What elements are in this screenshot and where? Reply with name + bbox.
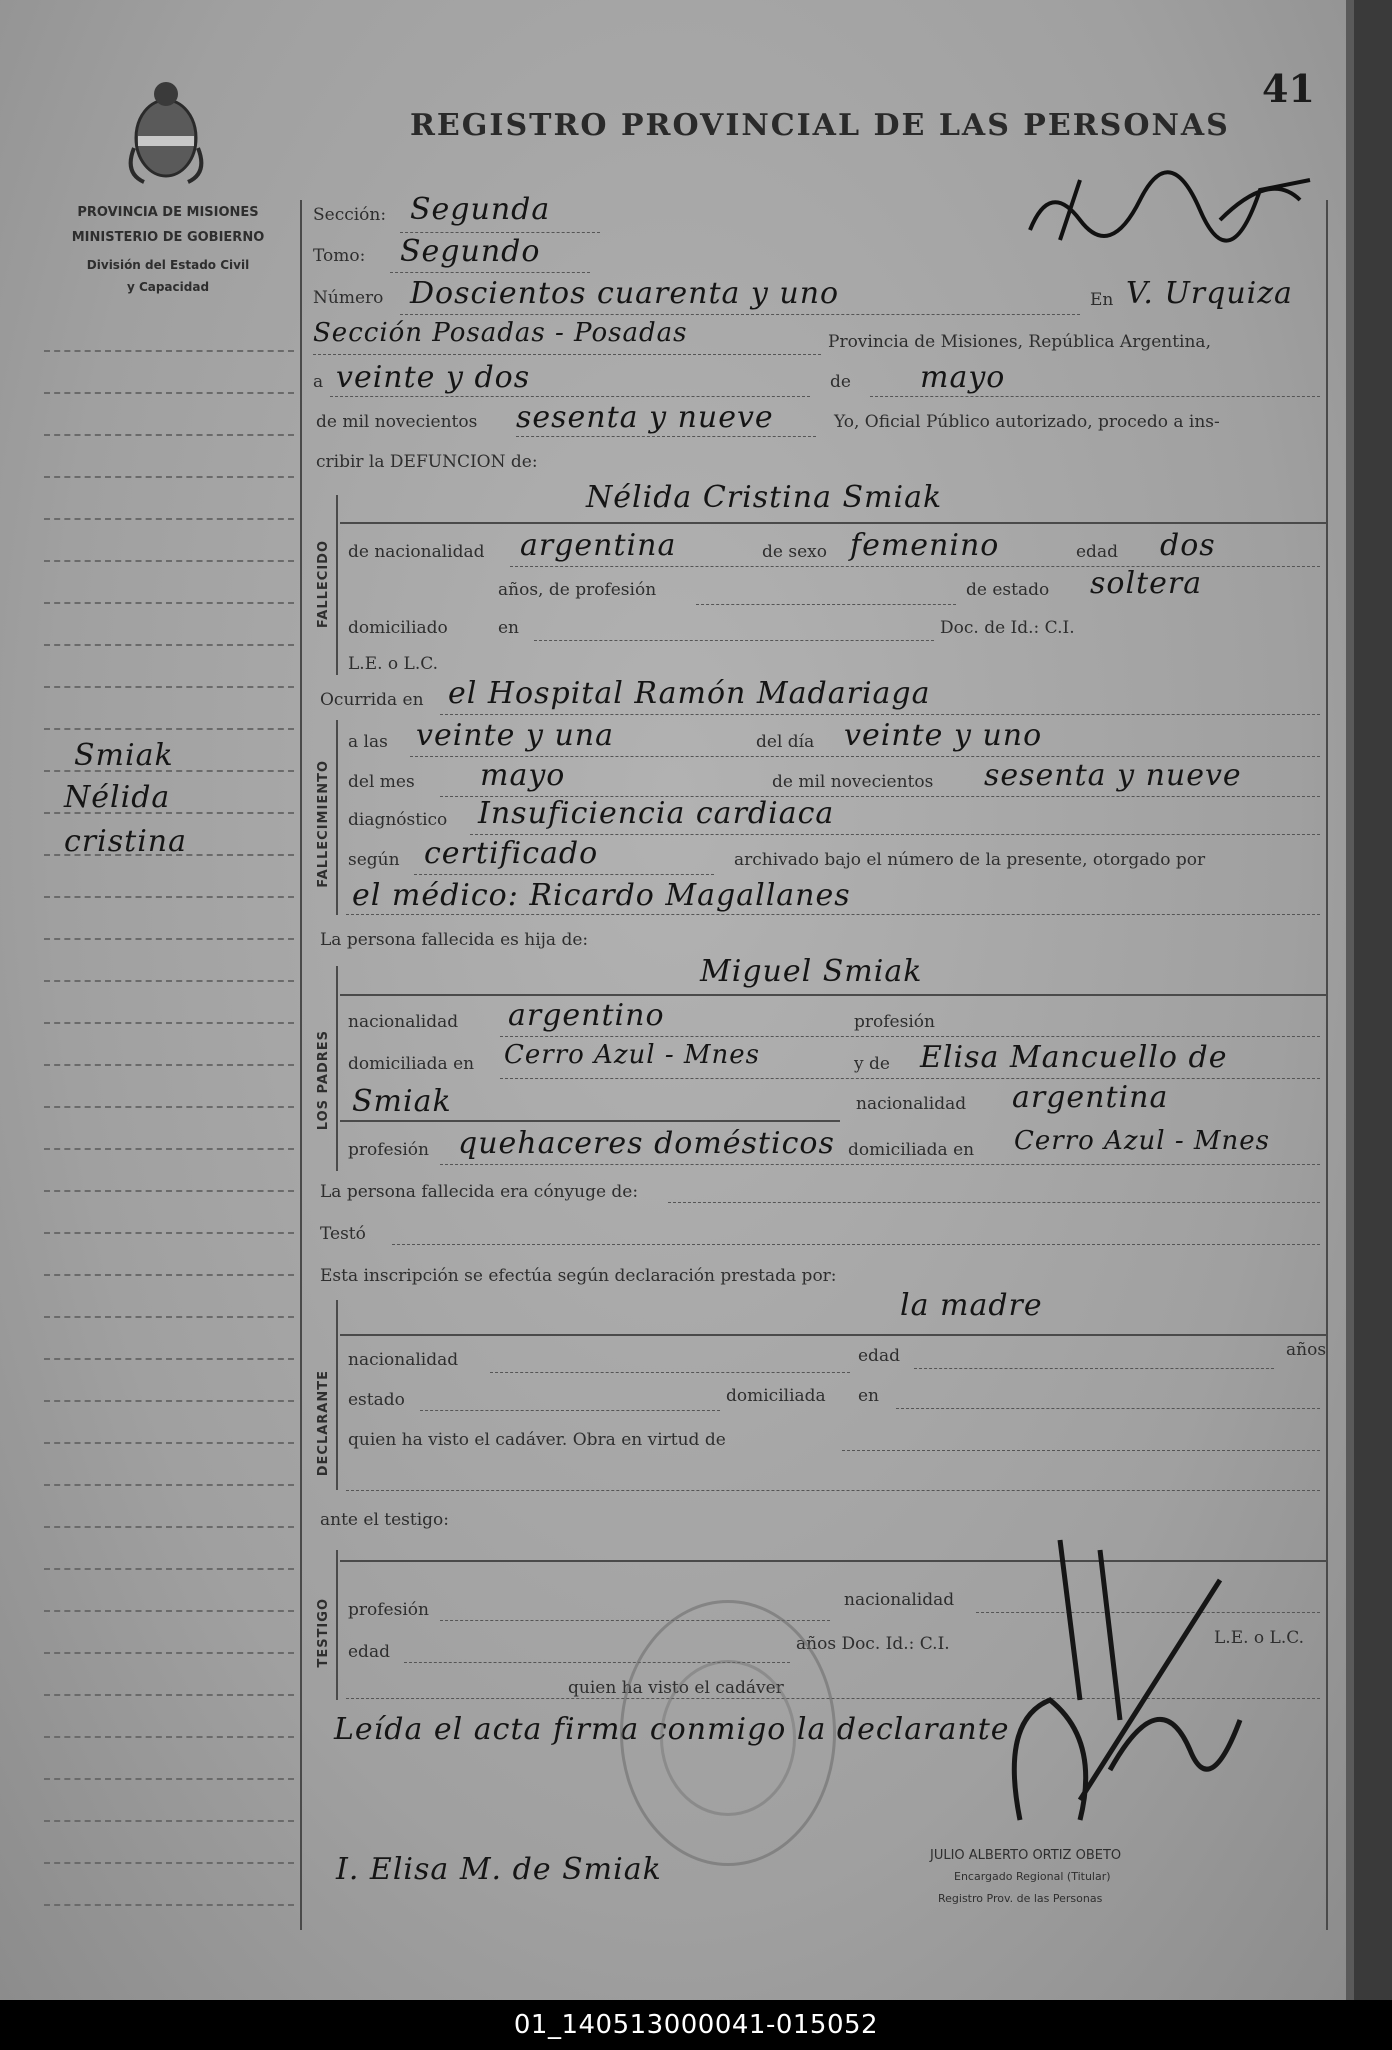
province-name: PROVINCIA DE MISIONES <box>77 205 259 220</box>
label-edad: edad <box>1076 542 1118 562</box>
coat-of-arms-icon <box>124 78 208 190</box>
label-numero: Número <box>313 288 384 308</box>
value-lugar: V. Urquiza <box>1126 276 1293 311</box>
label-y-de: y de <box>854 1054 890 1074</box>
label-profesion-madre: profesión <box>348 1140 429 1160</box>
label-archivado: archivado bajo el número de la presente, otorgado por <box>734 850 1206 870</box>
tab-fallecimiento: FALLECIMIENTO <box>316 760 331 888</box>
label-le-lc: L.E. o L.C. <box>348 654 439 674</box>
top-signature-icon <box>1020 160 1320 250</box>
label-test-profesion: profesión <box>348 1600 429 1620</box>
value-nombre: Nélida Cristina Smiak <box>586 480 943 515</box>
label-domiciliada-padre: domiciliada en <box>348 1054 475 1074</box>
value-firma: I. Elisa M. de Smiak <box>336 1852 662 1887</box>
value-padre: Miguel Smiak <box>700 954 923 989</box>
label-del-dia: del día <box>756 732 815 752</box>
value-hora: veinte y una <box>416 718 614 753</box>
footer-id-bar <box>0 2000 1392 2050</box>
value-estado: soltera <box>1090 566 1203 601</box>
label-decl-anos: años <box>1286 1340 1327 1360</box>
label-decl-domiciliada: domiciliada <box>726 1386 826 1406</box>
label-tomo: Tomo: <box>313 246 366 266</box>
label-del-mes: del mes <box>348 772 415 792</box>
label-segun: según <box>348 850 400 870</box>
tab-declarante: DECLARANTE <box>316 1370 331 1477</box>
label-decl-edad: edad <box>858 1346 900 1366</box>
label-doc: Doc. de Id.: C.I. <box>940 618 1075 638</box>
value-seccion-lugar: Sección Posadas - Posadas <box>313 318 688 348</box>
label-inscripcion: Esta inscripción se efectúa según declaración prestada por: <box>320 1266 837 1286</box>
tab-padres: LOS PADRES <box>316 1030 331 1131</box>
value-mes: mayo <box>920 360 1006 395</box>
division-line-2: y Capacidad <box>126 280 210 294</box>
page-edge <box>1346 0 1392 2000</box>
label-decl-en: en <box>858 1386 880 1406</box>
label-anos-profesion: años, de profesión <box>498 580 657 600</box>
label-oficial: Yo, Oficial Público autorizado, procedo a ins- <box>834 412 1220 432</box>
label-de-sexo: de sexo <box>762 542 827 562</box>
margin-surname: Smiak <box>74 738 174 773</box>
value-madre-dom: Cerro Azul - Mnes <box>1014 1126 1271 1156</box>
official-name: JULIO ALBERTO ORTIZ OBETO <box>930 1848 1122 1863</box>
value-medico: el médico: Ricardo Magallanes <box>352 878 851 913</box>
label-ocurrida: Ocurrida en <box>320 690 424 710</box>
value-padre-dom: Cerro Azul - Mnes <box>504 1040 761 1070</box>
label-decl-estado: estado <box>348 1390 405 1410</box>
value-anio-fallec: sesenta y nueve <box>984 758 1242 793</box>
label-de-mil: de mil novecientos <box>316 412 478 432</box>
label-test-cadaver: quien ha visto el cadáver <box>568 1678 784 1698</box>
value-nacionalidad: argentina <box>520 528 677 563</box>
value-numero: Doscientos cuarenta y uno <box>410 276 840 311</box>
label-a: a <box>313 372 324 392</box>
label-seccion: Sección: <box>313 205 387 225</box>
label-decl-nacionalidad: nacionalidad <box>348 1350 459 1370</box>
label-de-estado: de estado <box>966 580 1050 600</box>
label-nacionalidad-madre: nacionalidad <box>856 1094 967 1114</box>
value-madre-2: Smiak <box>352 1084 452 1119</box>
official-org: Registro Prov. de las Personas <box>938 1892 1103 1905</box>
official-signature-icon <box>960 1520 1260 1840</box>
folio-number: 41 <box>1262 66 1315 111</box>
label-domiciliada-madre: domiciliada en <box>848 1140 975 1160</box>
margin-middle-name: cristina <box>64 824 187 859</box>
label-test-anos-doc: años Doc. Id.: C.I. <box>796 1634 950 1654</box>
label-en-domicilio: en <box>498 618 520 638</box>
value-mes-fallec: mayo <box>480 758 566 793</box>
label-domiciliado: domiciliado <box>348 618 448 638</box>
label-test-le: L.E. o L.C. <box>1214 1628 1305 1648</box>
official-stamp-inner <box>660 1660 796 1816</box>
label-de: de <box>830 372 851 392</box>
value-madre: Elisa Mancuello de <box>920 1040 1228 1075</box>
tab-fallecido: FALLECIDO <box>316 540 331 629</box>
ministry-name: MINISTERIO DE GOBIERNO <box>71 230 265 245</box>
label-provincia: Provincia de Misiones, República Argentina, <box>828 332 1211 352</box>
value-dia: veinte y dos <box>336 360 531 395</box>
value-seccion: Segunda <box>410 192 551 227</box>
label-a-las: a las <box>348 732 388 752</box>
division-line-1: División del Estado Civil <box>86 258 250 272</box>
label-testo: Testó <box>320 1224 366 1244</box>
label-ante-testigo: ante el testigo: <box>320 1510 450 1530</box>
label-hija-de: La persona fallecida es hija de: <box>320 930 589 950</box>
value-edad: dos <box>1160 528 1216 563</box>
label-conyuge: La persona fallecida era cónyuge de: <box>320 1182 639 1202</box>
label-profesion-padre: profesión <box>854 1012 935 1032</box>
label-nacionalidad-padre: nacionalidad <box>348 1012 459 1032</box>
value-segun: certificado <box>424 836 599 871</box>
value-cierre: Leída el acta firma conmigo la declarante <box>334 1712 1010 1747</box>
value-padre-nac: argentino <box>508 998 665 1033</box>
value-sexo: femenino <box>850 528 1000 563</box>
label-decl-cadaver: quien ha visto el cadáver. Obra en virtud de <box>348 1430 726 1450</box>
value-anio: sesenta y nueve <box>516 400 774 435</box>
label-en: En <box>1090 290 1114 310</box>
label-test-edad: edad <box>348 1642 390 1662</box>
official-title: Encargado Regional (Titular) <box>954 1870 1111 1883</box>
footer-id: 01_140513000041-015052 <box>513 2010 879 2040</box>
label-diagnostico: diagnóstico <box>348 810 448 830</box>
value-lugar-fallecimiento: el Hospital Ramón Madariaga <box>448 676 931 711</box>
value-declarante: la madre <box>900 1288 1043 1323</box>
label-de-mil-2: de mil novecientos <box>772 772 934 792</box>
margin-first-name: Nélida <box>64 780 171 815</box>
value-madre-nac: argentina <box>1012 1080 1169 1115</box>
value-diagnostico: Insuficiencia cardiaca <box>478 796 835 831</box>
label-nacionalidad-de: de nacionalidad <box>348 542 485 562</box>
tab-testigo: TESTIGO <box>316 1598 331 1668</box>
value-dia-fallec: veinte y uno <box>844 718 1043 753</box>
value-tomo: Segundo <box>400 234 541 269</box>
page-title: REGISTRO PROVINCIAL DE LAS PERSONAS <box>410 108 1230 143</box>
label-test-nacionalidad: nacionalidad <box>844 1590 955 1610</box>
value-madre-prof: quehaceres domésticos <box>458 1126 835 1161</box>
label-cribir: cribir la DEFUNCION de: <box>316 452 538 472</box>
